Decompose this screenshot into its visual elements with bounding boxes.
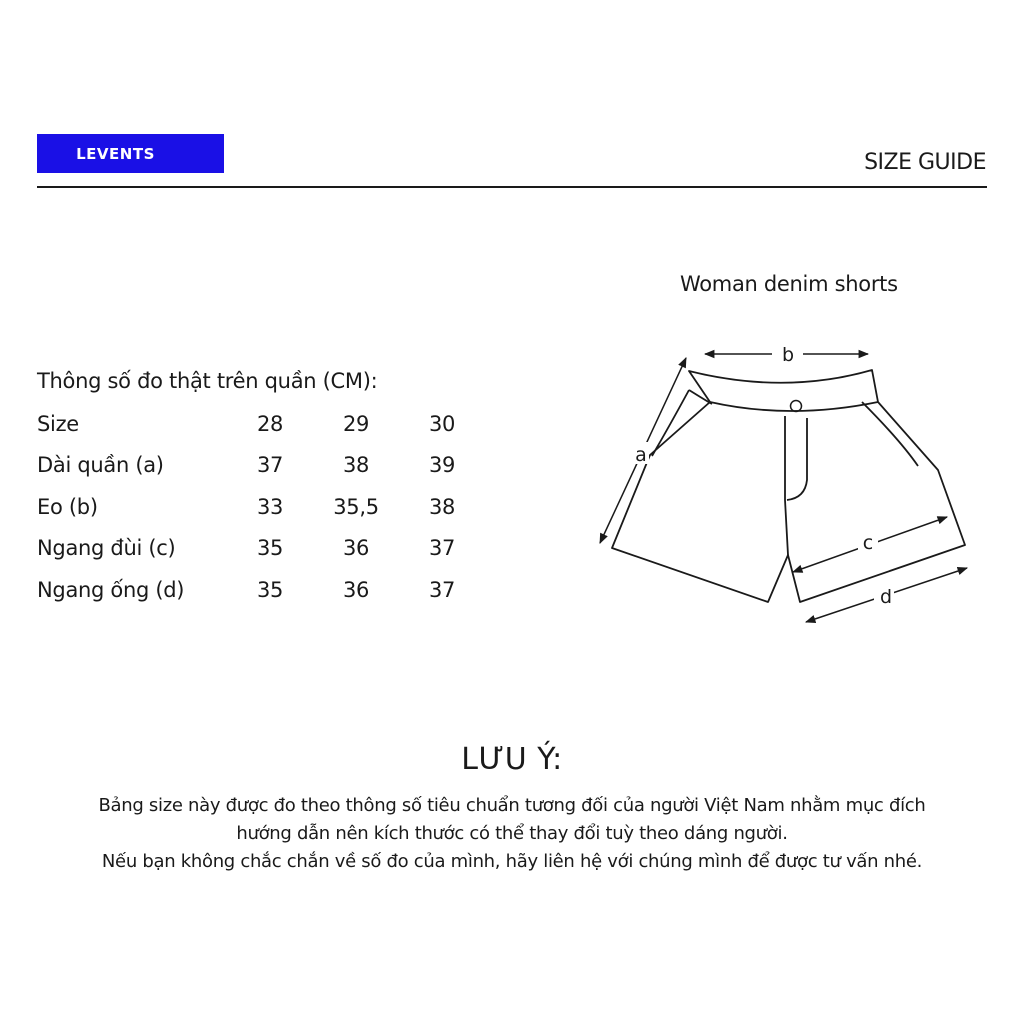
fly-curve [787, 418, 807, 500]
product-name: Woman denim shorts [680, 272, 898, 296]
header-divider [37, 186, 987, 188]
table-cell: 39 [428, 453, 456, 478]
button-icon [791, 401, 802, 412]
table-cell: 28 [256, 411, 284, 436]
table-cell: 30 [428, 411, 456, 436]
size-table [37, 403, 485, 611]
note-line: Bảng size này được đo theo thông số tiêu chuẩn tương đối của người Việt Nam nhằm mục đích [98, 795, 926, 816]
note-line: hướng dẫn nên kích thước có thể thay đổi tuỳ theo dáng người. [236, 823, 788, 844]
spec-heading: Thông số đo thật trên quần (CM): [37, 369, 378, 393]
waistband-line [710, 402, 878, 411]
dimension-d-label: d [879, 586, 893, 608]
table-cell: 37 [428, 577, 456, 602]
table-cell: 38 [342, 453, 370, 478]
brand-name: LEVENTS [76, 144, 155, 163]
table-cell: 37 [428, 536, 456, 561]
shorts-diagram [590, 335, 990, 635]
table-cell: 35,5 [333, 494, 379, 519]
row-label: Size [37, 411, 79, 436]
row-label: Ngang ống (d) [37, 577, 185, 602]
table-cell: 37 [256, 453, 284, 478]
table-cell: 29 [342, 411, 370, 436]
dimension-a-label: a [635, 444, 647, 466]
table-cell: 36 [342, 536, 370, 561]
fly-seam [785, 416, 788, 555]
dimension-b-label: b [781, 344, 795, 366]
note-line: Nếu bạn không chắc chắn về số đo của mình, hãy liên hệ với chúng mình để được tư vấn nhé. [101, 851, 923, 872]
page-title: SIZE GUIDE [864, 150, 986, 175]
table-row [37, 403, 485, 445]
note-title: LƯU Ý: [461, 742, 563, 777]
table-row [37, 445, 485, 487]
table-cell: 35 [256, 536, 284, 561]
table-cell: 33 [256, 494, 284, 519]
table-row [37, 528, 485, 570]
row-label: Ngang đùi (c) [37, 536, 176, 561]
table-cell: 35 [256, 577, 284, 602]
row-label: Eo (b) [37, 494, 98, 519]
dimension-c-label: c [862, 532, 874, 554]
table-row [37, 486, 485, 528]
note-body [0, 792, 1024, 876]
table-row [37, 569, 485, 611]
brand-logo-box [37, 134, 224, 173]
table-cell: 38 [428, 494, 456, 519]
row-label: Dài quần (a) [37, 453, 164, 478]
right-pocket [862, 402, 918, 466]
table-cell: 36 [342, 577, 370, 602]
